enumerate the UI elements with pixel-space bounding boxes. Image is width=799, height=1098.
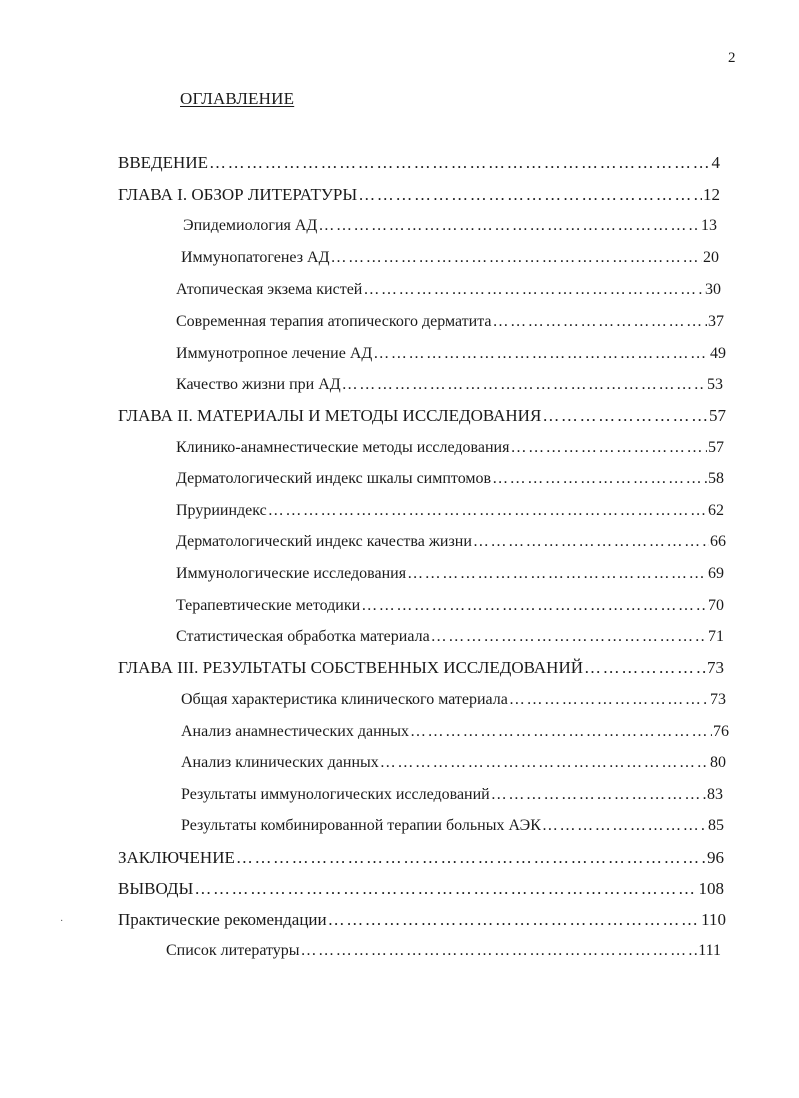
toc-dot-leader xyxy=(328,910,701,930)
toc-entry-practical-recommendations[interactable] xyxy=(118,910,726,930)
toc-dot-leader xyxy=(492,469,707,489)
toc-dot-leader xyxy=(510,438,707,458)
toc-entry-label: Терапевтические методики xyxy=(176,597,361,614)
toc-entry-immunological-studies[interactable] xyxy=(176,564,724,584)
toc-dot-leader xyxy=(493,312,707,332)
toc-dot-leader xyxy=(342,375,706,395)
toc-entry-label: ГЛАВА I. ОБЗОР ЛИТЕРАТУРЫ xyxy=(118,185,358,204)
toc-dot-leader xyxy=(301,941,698,961)
toc-entry-page: 37 xyxy=(708,313,724,330)
toc-entry-page: 76 xyxy=(713,723,729,740)
toc-entry-pruriindex[interactable] xyxy=(176,501,724,521)
toc-entry-page: 62 xyxy=(708,502,724,519)
toc-entry-page: 66 xyxy=(710,533,726,550)
toc-entry-statistical-processing[interactable] xyxy=(176,627,724,647)
toc-title: ОГЛАВЛЕНИЕ xyxy=(180,89,295,108)
toc-entry-page: 108 xyxy=(698,879,724,898)
toc-entry-anamnestic-analysis[interactable] xyxy=(181,722,729,742)
toc-dot-leader xyxy=(407,564,707,584)
toc-entry-label: Дерматологический индекс качества жизни xyxy=(176,533,472,550)
toc-dot-leader xyxy=(584,658,706,678)
toc-entry-page: 20 xyxy=(703,249,719,266)
toc-entry-page: 71 xyxy=(708,628,724,645)
toc-entry-conclusion[interactable] xyxy=(118,848,724,868)
toc-dot-leader xyxy=(318,216,700,236)
toc-entry-clinical-analysis[interactable] xyxy=(181,753,726,773)
toc-entry-label: ВВЕДЕНИЕ xyxy=(118,153,208,172)
toc-entry-label: Современная терапия атопического дерматита xyxy=(176,313,492,330)
toc-entry-page: 111 xyxy=(698,942,721,959)
toc-entry-label: Иммунологические исследования xyxy=(176,565,407,582)
toc-entry-page: 70 xyxy=(708,597,724,614)
toc-entry-label: Прурииндекс xyxy=(176,502,267,519)
toc-entry-label: Атопическая экзема кистей xyxy=(176,281,363,298)
toc-entry-label: Результаты иммунологических исследований xyxy=(181,786,490,803)
toc-entry-immunological-results[interactable] xyxy=(181,785,723,805)
toc-entry-label: Статистическая обработка материала xyxy=(176,628,430,645)
toc-entry-bibliography[interactable] xyxy=(166,941,721,961)
toc-dot-leader xyxy=(509,690,709,710)
toc-entry-atopic-eczema[interactable] xyxy=(176,280,721,300)
toc-dot-leader xyxy=(380,753,709,773)
toc-entry-label: Эпидемиология АД xyxy=(183,217,318,234)
toc-entry-label: Дерматологический индекс шкалы симптомов xyxy=(176,470,492,487)
toc-entry-label: Клинико-анамнестические методы исследования xyxy=(176,439,510,456)
toc-entry-label: Качество жизни при АД xyxy=(176,376,341,393)
toc-dot-leader xyxy=(268,501,707,521)
toc-entry-label: Анализ анамнестических данных xyxy=(181,723,409,740)
scan-speck: · xyxy=(60,916,64,927)
toc-entry-label: ВЫВОДЫ xyxy=(118,879,194,898)
toc-entry-page: 85 xyxy=(708,817,724,834)
toc-entry-quality-of-life[interactable] xyxy=(176,375,723,395)
toc-dot-leader xyxy=(331,248,703,268)
toc-entry-page: 53 xyxy=(707,376,723,393)
toc-dot-leader xyxy=(491,785,706,805)
toc-entry-page: 4 xyxy=(711,153,720,172)
toc-entry-chapter-1[interactable] xyxy=(118,185,720,205)
toc-dot-leader xyxy=(542,406,708,426)
toc-entry-label: Список литературы xyxy=(166,942,300,959)
toc-entry-immunopathogenesis[interactable] xyxy=(181,248,719,268)
toc-entry-label: Результаты комбинированной терапии больных АЭК xyxy=(181,817,541,834)
toc-dot-leader xyxy=(410,722,712,742)
toc-dot-leader xyxy=(542,816,707,836)
page-number: 2 xyxy=(728,50,736,66)
toc-entry-page: 110 xyxy=(701,910,726,929)
toc-entry-page: 12 xyxy=(703,185,720,204)
toc-entry-general-characteristics[interactable] xyxy=(181,690,726,710)
toc-entry-label: Иммунопатогенез АД xyxy=(181,249,330,266)
toc-entry-page: 57 xyxy=(709,406,726,425)
toc-entry-page: 96 xyxy=(707,848,724,867)
toc-entry-combined-therapy-results[interactable] xyxy=(181,816,724,836)
toc-dot-leader xyxy=(236,848,706,868)
toc-dot-leader xyxy=(363,280,704,300)
toc-entry-page: 83 xyxy=(707,786,723,803)
toc-dot-leader xyxy=(194,879,697,899)
toc-entry-therapeutic-methods[interactable] xyxy=(176,596,724,616)
toc-entry-label: Иммунотропное лечение АД xyxy=(176,345,373,362)
toc-dot-leader xyxy=(209,153,711,173)
toc-entry-label: ГЛАВА III. РЕЗУЛЬТАТЫ СОБСТВЕННЫХ ИССЛЕДОВАНИЙ xyxy=(118,658,583,677)
toc-entry-introduction[interactable] xyxy=(118,153,720,173)
toc-entry-chapter-3[interactable] xyxy=(118,658,724,678)
toc-dot-leader xyxy=(373,344,709,364)
toc-entry-page: 13 xyxy=(701,217,717,234)
toc-entry-page: 30 xyxy=(705,281,721,298)
toc-entry-findings[interactable] xyxy=(118,879,724,899)
toc-dot-leader xyxy=(358,185,702,205)
toc-entry-label: ГЛАВА II. МАТЕРИАЛЫ И МЕТОДЫ ИССЛЕДОВАНИЯ xyxy=(118,406,542,425)
toc-entry-chapter-2[interactable] xyxy=(118,406,726,426)
toc-entry-label: Общая характеристика клинического материала xyxy=(181,691,508,708)
toc-entry-label: Практические рекомендации xyxy=(118,910,327,929)
toc-entry-epidemiology[interactable] xyxy=(183,216,717,236)
toc-entry-page: 80 xyxy=(710,754,726,771)
toc-entry-label: Анализ клинических данных xyxy=(181,754,379,771)
toc-dot-leader xyxy=(431,627,707,647)
toc-entry-modern-therapy[interactable] xyxy=(176,312,724,332)
toc-entry-page: 69 xyxy=(708,565,724,582)
toc-entry-page: 57 xyxy=(708,439,724,456)
toc-dot-leader xyxy=(473,532,709,552)
toc-entry-page: 49 xyxy=(710,345,726,362)
toc-entry-label: ЗАКЛЮЧЕНИЕ xyxy=(118,848,235,867)
toc-entry-page: 73 xyxy=(707,658,724,677)
toc-entry-page: 73 xyxy=(710,691,726,708)
toc-entry-symptom-scale-index[interactable] xyxy=(176,469,724,489)
toc-entry-immunotropic-treatment[interactable] xyxy=(176,344,726,364)
toc-entry-life-quality-index[interactable] xyxy=(176,532,726,552)
toc-entry-clinical-methods[interactable] xyxy=(176,438,724,458)
toc-entry-page: 58 xyxy=(708,470,724,487)
toc-dot-leader xyxy=(361,596,707,616)
